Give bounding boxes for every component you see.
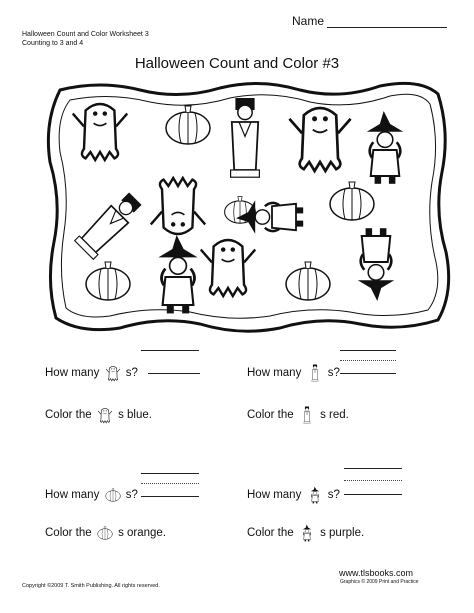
answer-guide-line xyxy=(141,483,199,484)
question-suffix: s? xyxy=(327,489,340,501)
instruction-prefix: Color the xyxy=(45,527,92,539)
witch-icon xyxy=(307,486,323,504)
question-suffix: s? xyxy=(125,367,138,379)
instruction-vampire-color xyxy=(247,406,349,424)
instruction-suffix: s blue. xyxy=(118,409,152,421)
question-vampire-count xyxy=(247,364,340,382)
worksheet-title: Halloween Count and Color Worksheet 3 xyxy=(22,31,149,38)
answer-guide-line xyxy=(340,360,396,361)
question-pumpkin-count xyxy=(45,486,138,504)
instruction-suffix: s purple. xyxy=(320,527,365,539)
instruction-ghost-color xyxy=(45,406,152,424)
question-suffix: s? xyxy=(327,367,340,379)
instruction-prefix: Color the xyxy=(247,527,294,539)
worksheet-subtitle: Counting to 3 and 4 xyxy=(22,40,84,47)
question-prefix: How many xyxy=(247,489,302,501)
answer-line[interactable] xyxy=(344,468,402,469)
question-prefix: How many xyxy=(247,367,302,379)
instruction-suffix: s red. xyxy=(320,409,349,421)
copyright-text: Copyright ©2009 T. Smith Publishing. All rights reserved. xyxy=(22,583,160,589)
page-title: Halloween Count and Color #3 xyxy=(134,55,340,72)
answer-line[interactable] xyxy=(340,350,396,351)
ghost-icon xyxy=(105,364,121,382)
website-link[interactable]: www.tlsbooks.com xyxy=(339,568,414,578)
question-prefix: How many xyxy=(45,367,100,379)
instruction-suffix: s orange. xyxy=(118,527,167,539)
pumpkin-icon xyxy=(105,486,121,504)
answer-guide-line xyxy=(344,480,402,481)
question-witch-count xyxy=(247,486,340,504)
answer-line[interactable] xyxy=(344,494,402,495)
pumpkin-icon xyxy=(97,524,113,542)
instruction-prefix: Color the xyxy=(247,409,294,421)
answer-line[interactable] xyxy=(141,496,199,497)
answer-line[interactable] xyxy=(340,373,396,374)
answer-line[interactable] xyxy=(141,350,199,351)
question-prefix: How many xyxy=(45,489,100,501)
halloween-illustration xyxy=(40,72,454,338)
answer-line[interactable] xyxy=(148,373,200,374)
instruction-witch-color xyxy=(247,524,364,542)
graphics-credit: Graphics © 2009 Print and Practice xyxy=(340,579,419,585)
name-field[interactable] xyxy=(327,27,447,28)
answer-line[interactable] xyxy=(141,473,199,474)
witch-icon xyxy=(299,524,315,542)
ghost-icon xyxy=(97,406,113,424)
name-label: Name xyxy=(292,14,325,28)
instruction-prefix: Color the xyxy=(45,409,92,421)
question-ghost-count xyxy=(45,364,138,382)
vampire-icon xyxy=(299,406,315,424)
question-suffix: s? xyxy=(125,489,138,501)
instruction-pumpkin-color xyxy=(45,524,166,542)
vampire-icon xyxy=(307,364,323,382)
